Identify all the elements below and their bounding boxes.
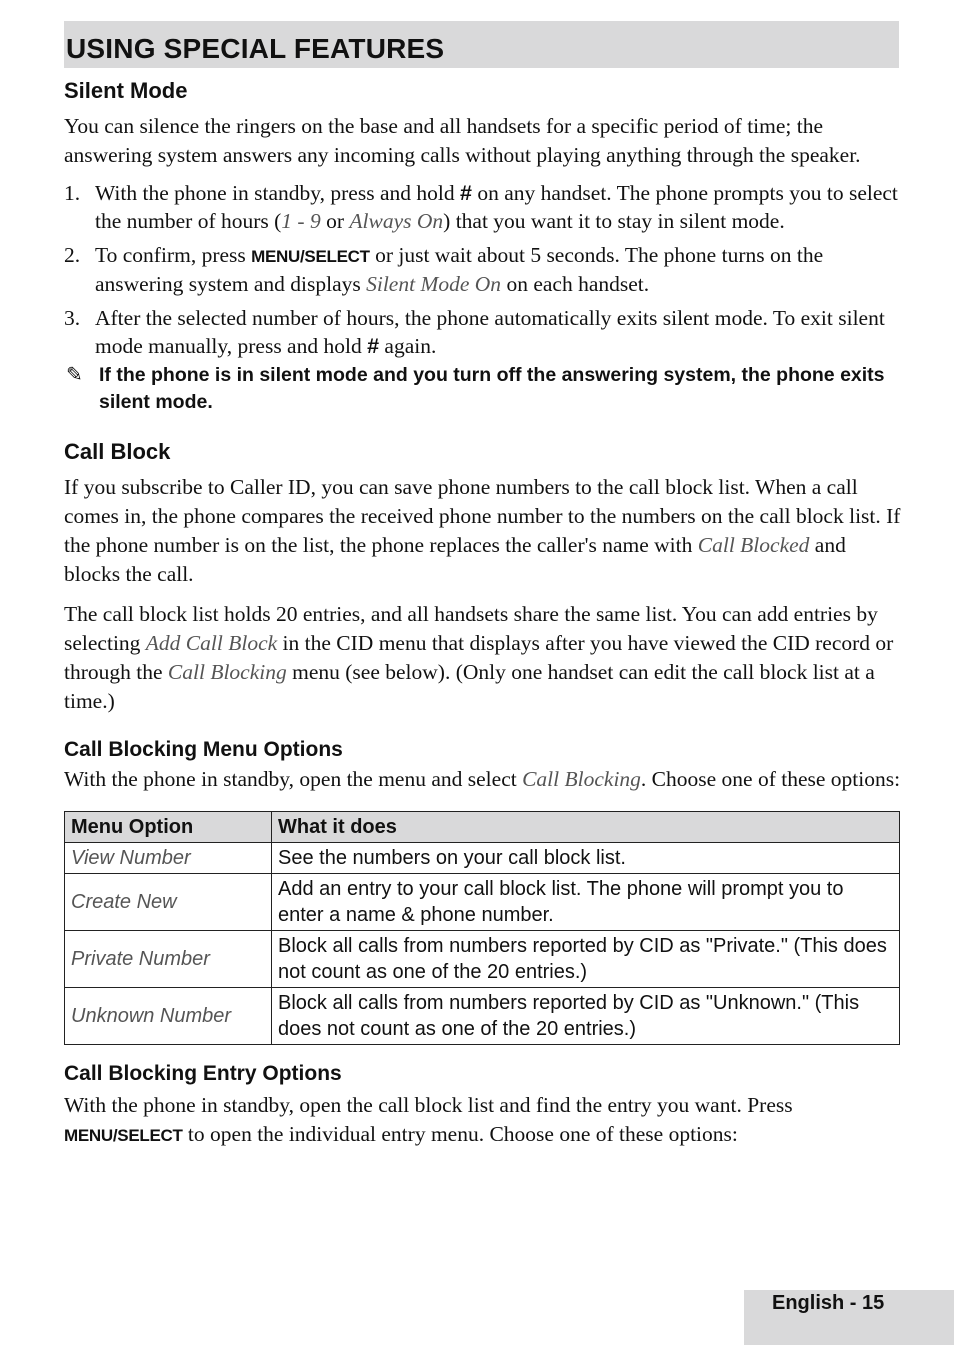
step-number: 2. [64,243,81,267]
screen-text: Add Call Block [145,631,278,655]
screen-text: Call Blocking [522,767,641,791]
option-name: Unknown Number [65,988,272,1045]
table-header-row [65,812,900,843]
silent-mode-intro: You can silence the ringers on the base and all handsets for a specific period of time; the answering system answers any incoming calls without playing anything through the speaker. [64,114,861,167]
table-row [65,931,900,988]
table-row [65,874,900,931]
menu-options-table [64,811,900,1045]
entry-options-heading: Call Blocking Entry Options [64,1062,342,1085]
silent-mode-heading: Silent Mode [64,78,188,103]
page-footer [744,1290,954,1345]
screen-text: Call Blocked [697,533,810,557]
note-pencil-icon: ✎ [66,364,83,386]
option-description: Block all calls from numbers reported by CID as "Private." (This does not count as one of the 20 entries.) [272,931,900,988]
step-number: 1. [64,181,81,205]
option-description: Block all calls from numbers reported by CID as "Unknown." (This does not count as one of the 20 entries.) [272,988,900,1045]
column-header-menu-option: Menu Option [65,812,272,843]
option-name: Create New [65,874,272,931]
note-text: If the phone is in silent mode and you turn off the answering system, the phone exits silent mode. [99,364,885,413]
option-description: Add an entry to your call block list. The phone will prompt you to enter a name & phone number. [272,874,900,931]
step-2: 2. To confirm, press MENU/SELECT or just wait about 5 seconds. The phone turns on the answering system and displays Silent Mode On on each handset. [64,243,824,296]
step-3: 3. After the selected number of hours, the phone automatically exits silent mode. To exit silent mode manually, press and hold # again. [64,306,885,358]
entry-options-text: With the phone in standby, open the call block list and find the entry you want. Press MENU/SELECT to open the individual entry menu. Choose one of these options: [64,1093,793,1146]
option-name: View Number [65,843,272,874]
hash-key: # [459,181,472,205]
menu-options-intro: With the phone in standby, open the menu and select Call Blocking. Choose one of these options: [64,767,901,791]
section-banner [64,21,899,68]
page-number: English - 15 [772,1292,885,1314]
screen-text: Always On [349,208,444,233]
menu-select-key: MENU/SELECT [64,1126,183,1145]
silent-mode-steps [64,180,902,360]
option-description: See the numbers on your call block list. [272,843,900,874]
table-row [65,843,900,874]
menu-options-heading: Call Blocking Menu Options [64,738,343,761]
screen-text: Call Blocking [167,660,287,684]
page-content [64,76,902,1150]
call-block-paragraph-1: If you subscribe to Caller ID, you can save phone numbers to the call block list. When a call comes in, the phone compares the received phone number to the numbers on the call block list. If the phone number is on the list, the phone replaces the caller's name with Call Blocked and blocks the call. [64,475,901,586]
menu-select-key: MENU/SELECT [251,247,370,266]
option-name: Private Number [65,931,272,988]
call-block-paragraph-2: The call block list holds 20 entries, and all handsets share the same list. You can add entries by selecting Add Call Block in the CID menu that displays after you have viewed the CID record or through the Call Blocking menu (see below). (Only one handset can edit the call block list at a time.) [64,602,894,713]
silent-mode-note [64,362,902,416]
call-block-heading: Call Block [64,439,171,464]
step-1: 1. With the phone in standby, press and hold # on any handset. The phone prompts you to select the number of hours (1 - 9 or Always On) that you want it to stay in silent mode. [64,181,898,233]
hash-key: # [367,333,380,358]
column-header-what-it-does: What it does [272,812,900,843]
step-number: 3. [64,306,81,330]
table-row [65,988,900,1045]
screen-text: Silent Mode On [366,271,502,296]
screen-text: 1 - 9 [281,208,321,233]
page-title: USING SPECIAL FEATURES [66,33,445,64]
